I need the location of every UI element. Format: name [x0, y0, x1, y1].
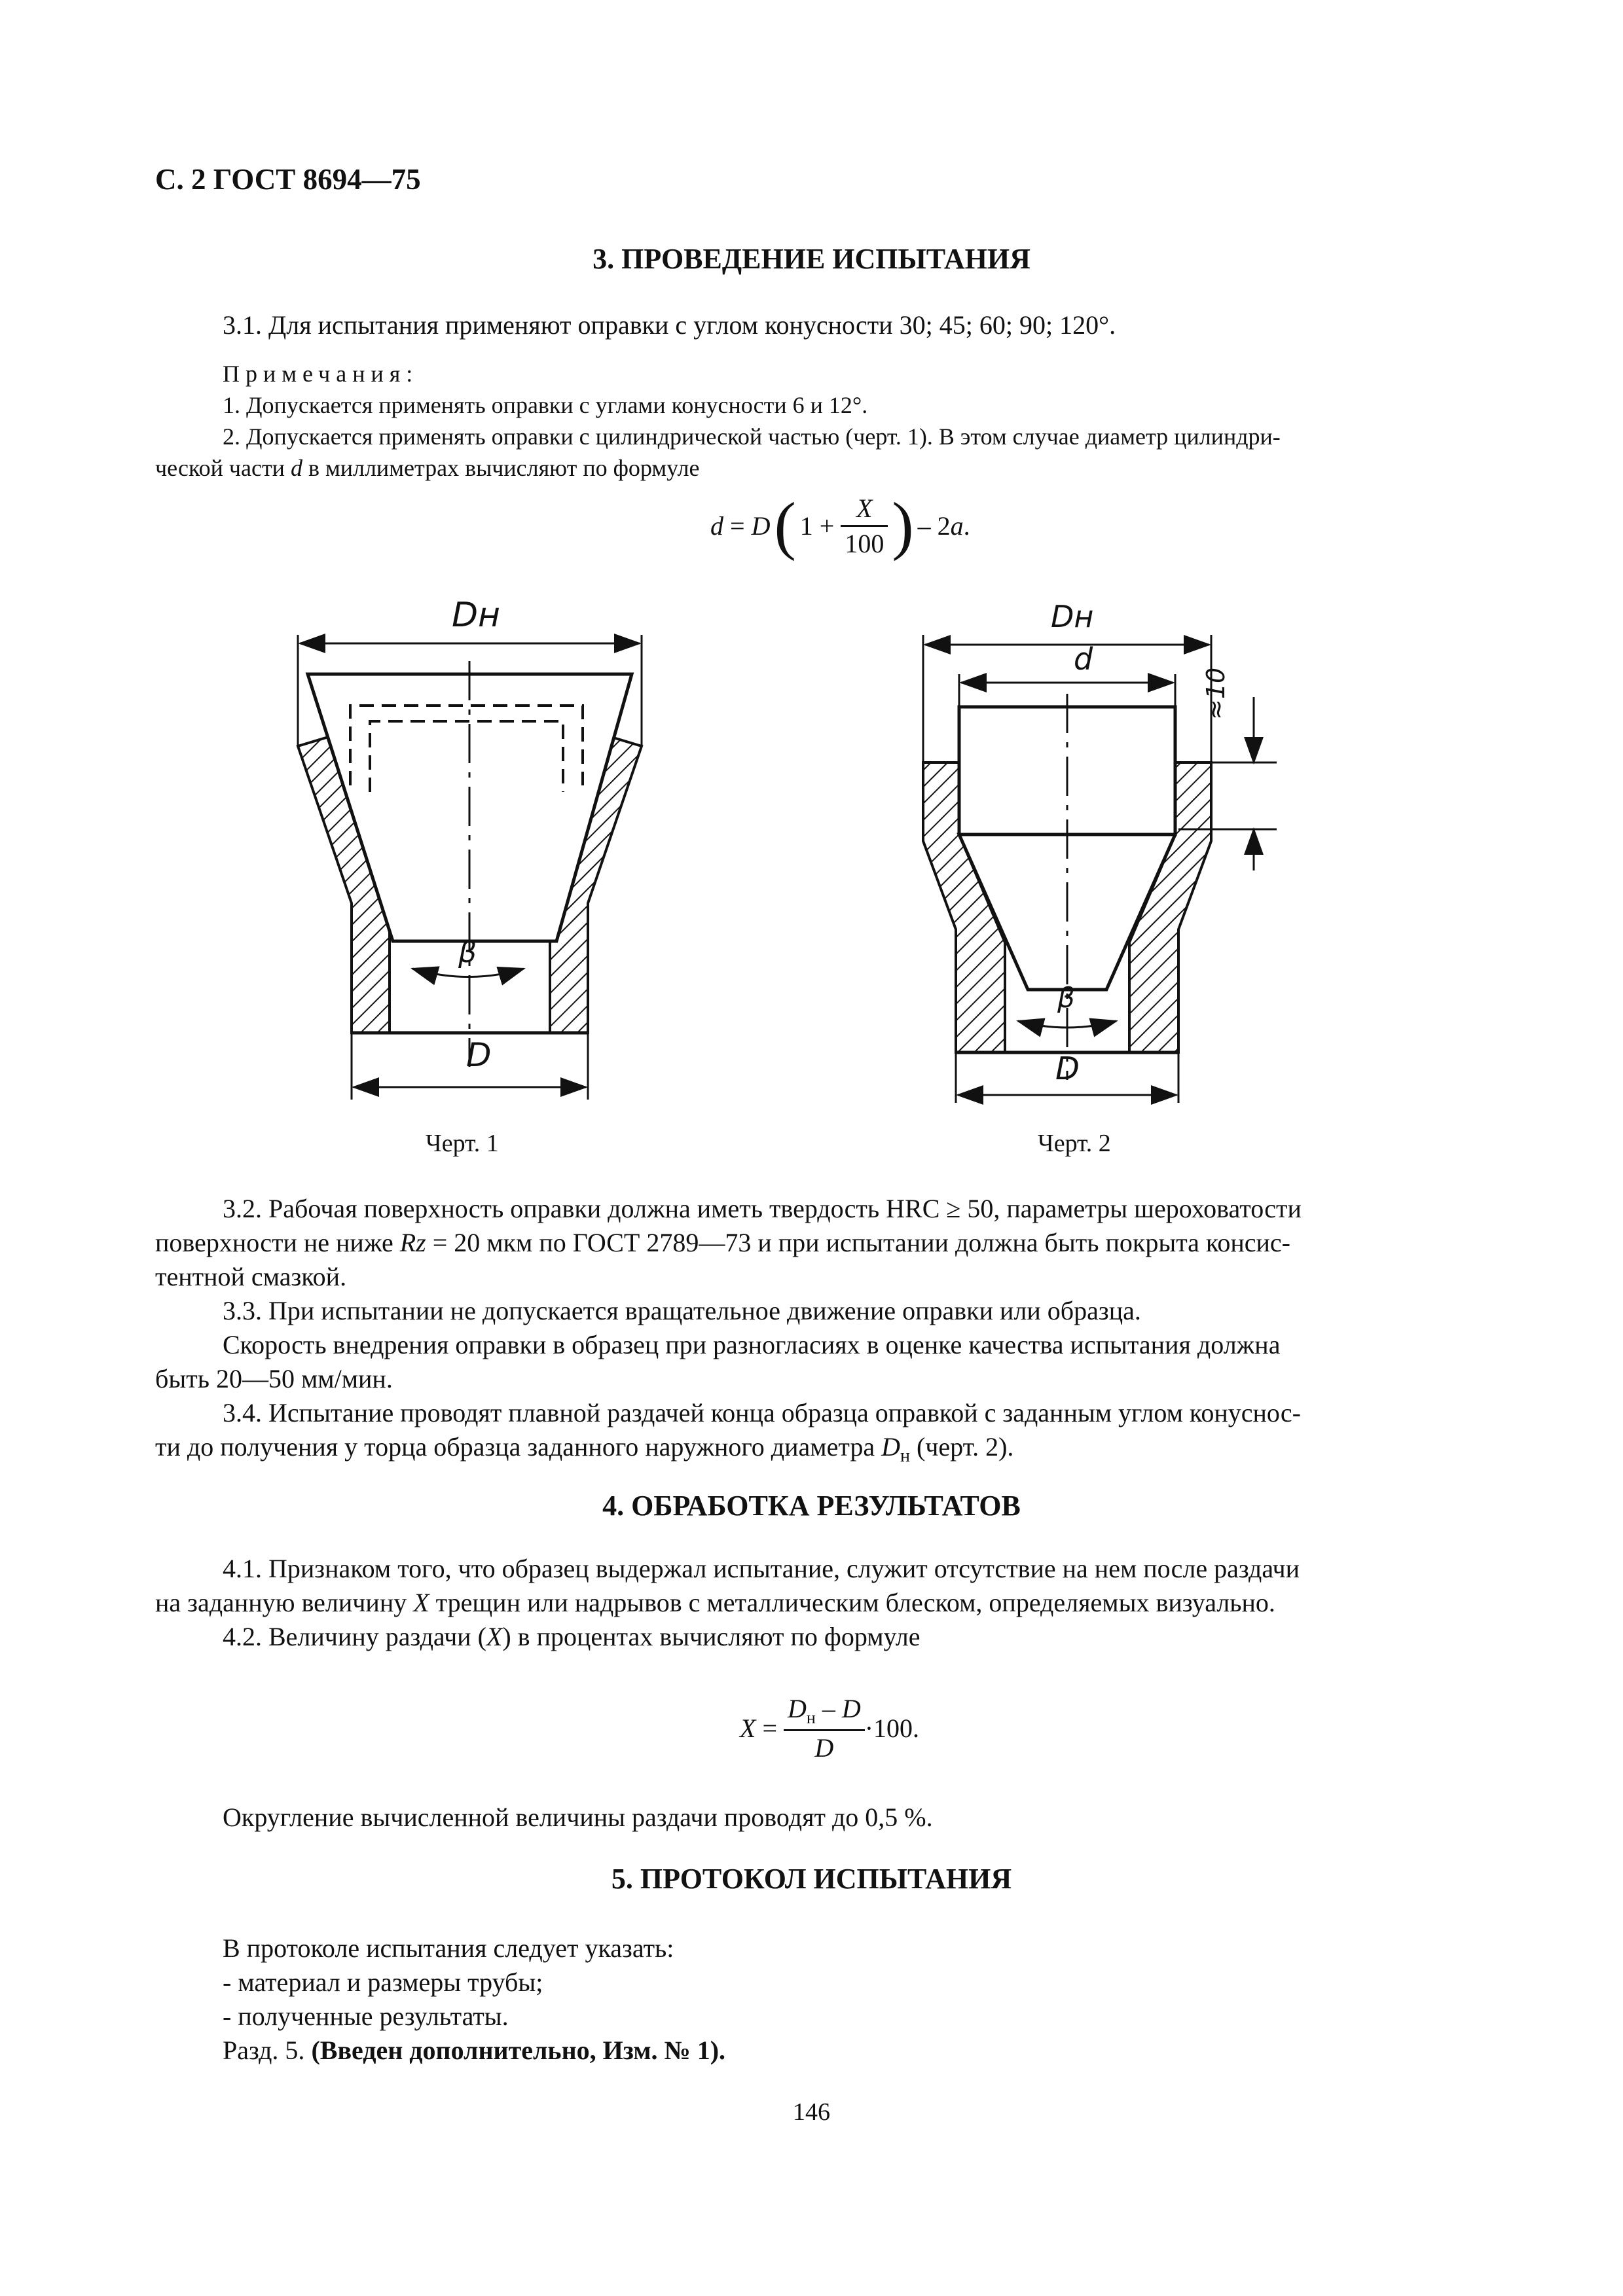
protocol-item-2: - полученные результаты. [223, 2001, 509, 2031]
fig2-beta-label: β [1057, 982, 1075, 1014]
fig2-d-label: D [1055, 1050, 1080, 1087]
protocol-intro: В протоколе испытания следует указать: [223, 1933, 674, 1963]
document-header: С. 2 ГОСТ 8694—75 [155, 163, 421, 196]
figures-drawing [0, 576, 1623, 1178]
paragraph-3-2-line-2: поверхности не ниже Rz = 20 мкм по ГОСТ 2789—73 и при испытании должна быть покрыта консис- [155, 1228, 1290, 1257]
paragraph-3-3: 3.3. При испытании не допускается вращательное движение оправки или образца. [223, 1296, 1141, 1325]
fig1-dn-label: Dн [452, 596, 501, 635]
section-5-title: 5. ПРОТОКОЛ ИСПЫТАНИЯ [611, 1863, 1012, 1895]
paragraph-3-3b-line-1: Скорость внедрения оправки в образец при разногласиях в оценке качества испытания должна [223, 1330, 1281, 1359]
page-number: 146 [793, 2098, 830, 2126]
rounding-note: Округление вычисленной величины раздачи проводят до 0,5 %. [223, 1803, 933, 1832]
fig2-dn-label: Dн [1051, 599, 1094, 634]
section-3-title: 3. ПРОВЕДЕНИЕ ИСПЫТАНИЯ [593, 243, 1030, 275]
amendment-note: Разд. 5. (Введен дополнительно, Изм. № 1). [223, 2036, 726, 2065]
protocol-item-1: - материал и размеры трубы; [223, 1967, 543, 1997]
paragraph-3-3b-line-2: быть 20—50 мм/мин. [155, 1364, 393, 1393]
paragraph-4-1-line-1: 4.1. Признаком того, что образец выдержал испытание, служит отсутствие на нем после раздачи [223, 1554, 1300, 1583]
section-4-title: 4. ОБРАБОТКА РЕЗУЛЬТАТОВ [602, 1490, 1021, 1522]
note-2-line-1: 2. Допускается применять оправки с цилиндрической частью (черт. 1). В этом случае диаметр цилиндри- [223, 423, 1281, 450]
formula-d: d = D ( 1 + $\frac{X}{100}$ ) – 2 a . [710, 489, 970, 562]
fig2-approx-label: ≈10 [1201, 667, 1230, 720]
paragraph-3-4-line-2: ти до получения у торца образца заданного наружного диаметра $D_н$ (черт. 2). [155, 1432, 1014, 1466]
note-1: 1. Допускается применять оправки с углами конусности 6 и 12°. [223, 392, 868, 418]
paragraph-3-2-line-3: тентной смазкой. [155, 1262, 347, 1291]
notes-title: Примечания: [223, 361, 419, 387]
paragraph-3-4-line-1: 3.4. Испытание проводят плавной раздачей конца образца оправкой с заданным углом конуснос- [223, 1398, 1301, 1427]
fig1-beta-label: β [458, 936, 477, 969]
fig1-caption: Черт. 1 [426, 1130, 499, 1157]
paragraph-3-1: 3.1. Для испытания применяют оправки с углом конусности 30; 45; 60; 90; 120°. [223, 310, 1116, 340]
paragraph-4-1-line-2: на заданную величину X трещин или надрывов с металлическим блеском, определяемых визуально. [155, 1588, 1275, 1617]
note-2-line-2: ческой части d в миллиметрах вычисляют по формуле [155, 455, 700, 481]
paragraph-4-2: 4.2. Величину раздачи (X) в процентах вычисляют по формуле [223, 1622, 921, 1651]
paragraph-3-2-line-1: 3.2. Рабочая поверхность оправки должна иметь твердость HRC ≥ 50, параметры шероховатости [223, 1194, 1302, 1223]
figure-1 [298, 635, 642, 1100]
fig2-d-small-label: d [1074, 641, 1093, 677]
fig2-caption: Черт. 2 [1038, 1130, 1111, 1157]
formula-x: X = $\frac{D_н - D}{D}$ ·100. [740, 1693, 920, 1763]
fig1-d-label: D [466, 1036, 492, 1074]
